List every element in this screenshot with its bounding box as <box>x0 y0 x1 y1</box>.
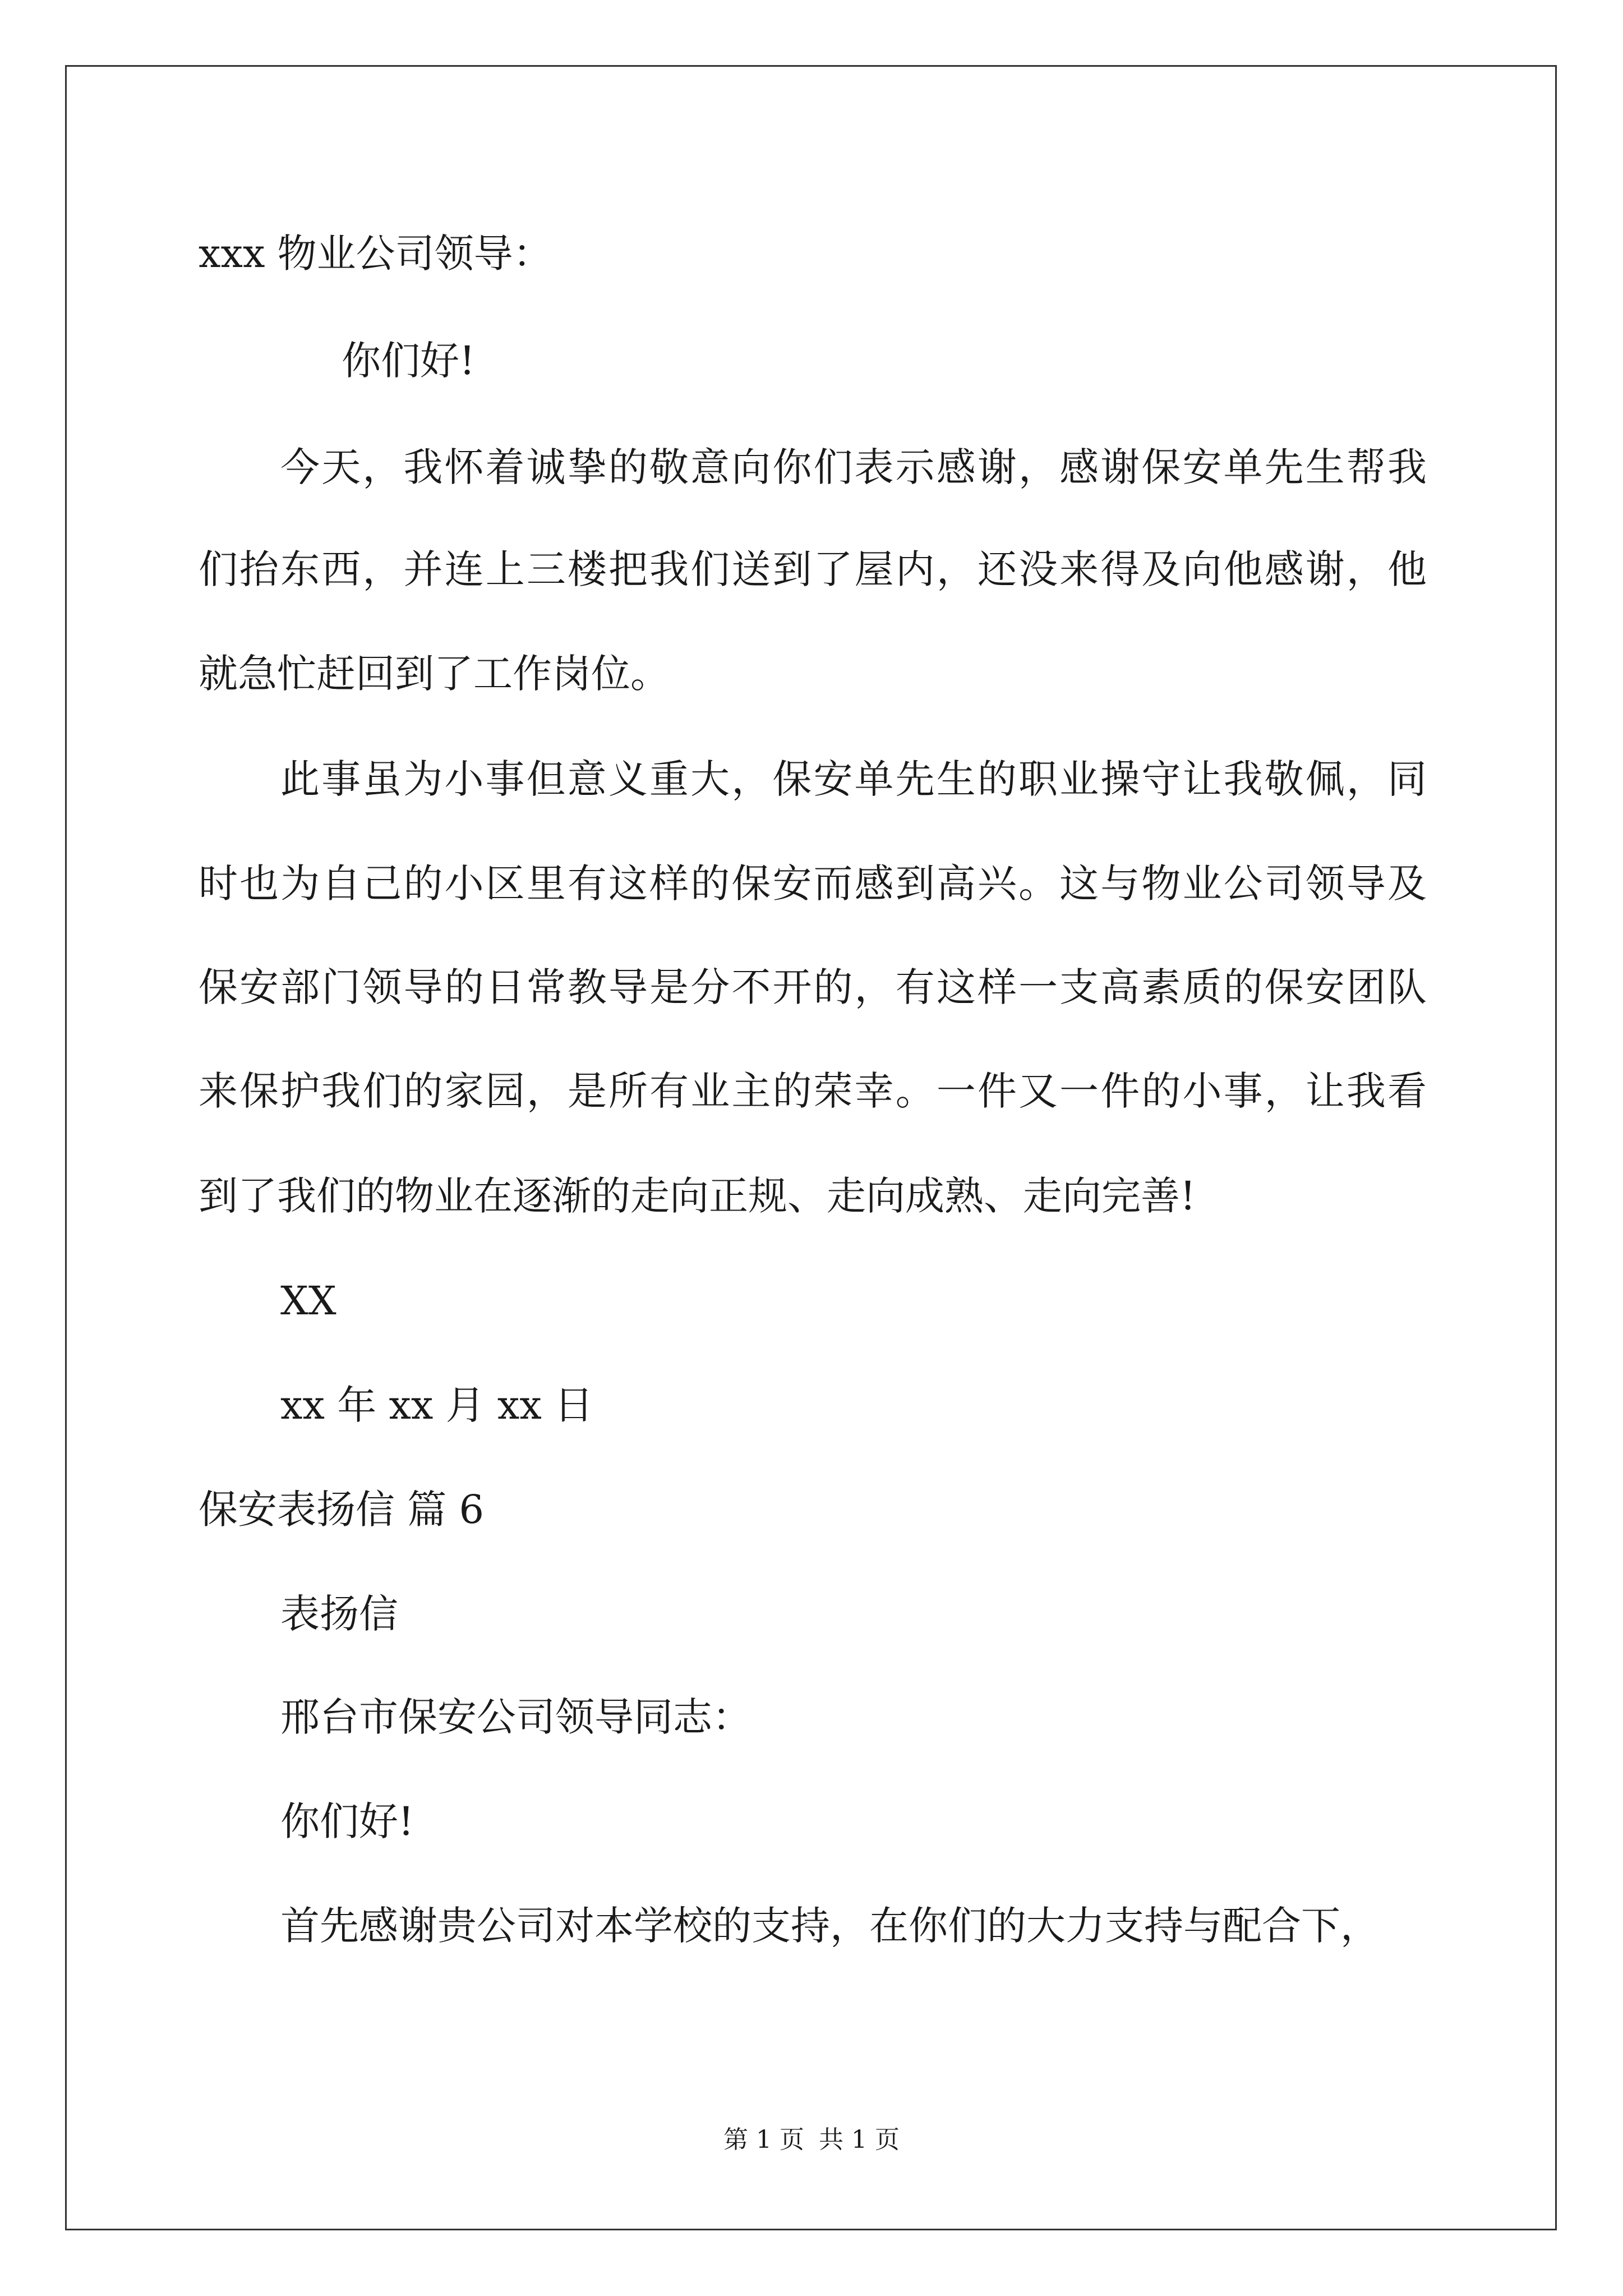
greeting-2: 邢台市保安公司领导同志： <box>280 1694 751 1740</box>
paragraph-3-line-1: 首先感谢贵公司对本学校的支持，在你们的大力支持与配合下， <box>280 1903 1380 1949</box>
paragraph-2-line-5: 到了我们的物业在逐渐的走向正规、走向成熟、走向完善! <box>199 1173 1196 1219</box>
paragraph-1-line-2: 们抬东西，并连上三楼把我们送到了屋内，还没来得及向他感谢，他 <box>199 546 1427 592</box>
page-number-total: 共 1 页 <box>819 2125 900 2154</box>
paragraph-2-line-1: 此事虽为小事但意义重大，保安单先生的职业操守让我敬佩，同 <box>280 756 1427 802</box>
section-heading: 保安表扬信 篇 6 <box>199 1487 485 1533</box>
signature: XX <box>280 1278 336 1324</box>
page-footer <box>0 2125 1623 2154</box>
paragraph-2-line-4: 来保护我们的家园，是所有业主的荣幸。一件又一件的小事，让我看 <box>199 1068 1427 1114</box>
letter-title: 表扬信 <box>280 1591 398 1637</box>
paragraph-1-line-1: 今天，我怀着诚挚的敬意向你们表示感谢，感谢保安单先生帮我 <box>280 444 1427 490</box>
hello-2: 你们好! <box>280 1798 414 1844</box>
page-number-current: 第 1 页 <box>723 2125 804 2154</box>
paragraph-2-line-3: 保安部门领导的日常教导是分不开的，有这样一支高素质的保安团队 <box>199 964 1427 1010</box>
greeting-1: xxx 物业公司领导： <box>199 231 552 277</box>
date: xx 年 xx 月 xx 日 <box>280 1382 594 1428</box>
hello-1: 你们好! <box>342 338 476 384</box>
paragraph-1-line-3: 就急忙赶回到了工作岗位。 <box>199 651 670 697</box>
paragraph-2-line-2: 时也为自己的小区里有这样的保安而感到高兴。这与物业公司领导及 <box>199 861 1427 907</box>
